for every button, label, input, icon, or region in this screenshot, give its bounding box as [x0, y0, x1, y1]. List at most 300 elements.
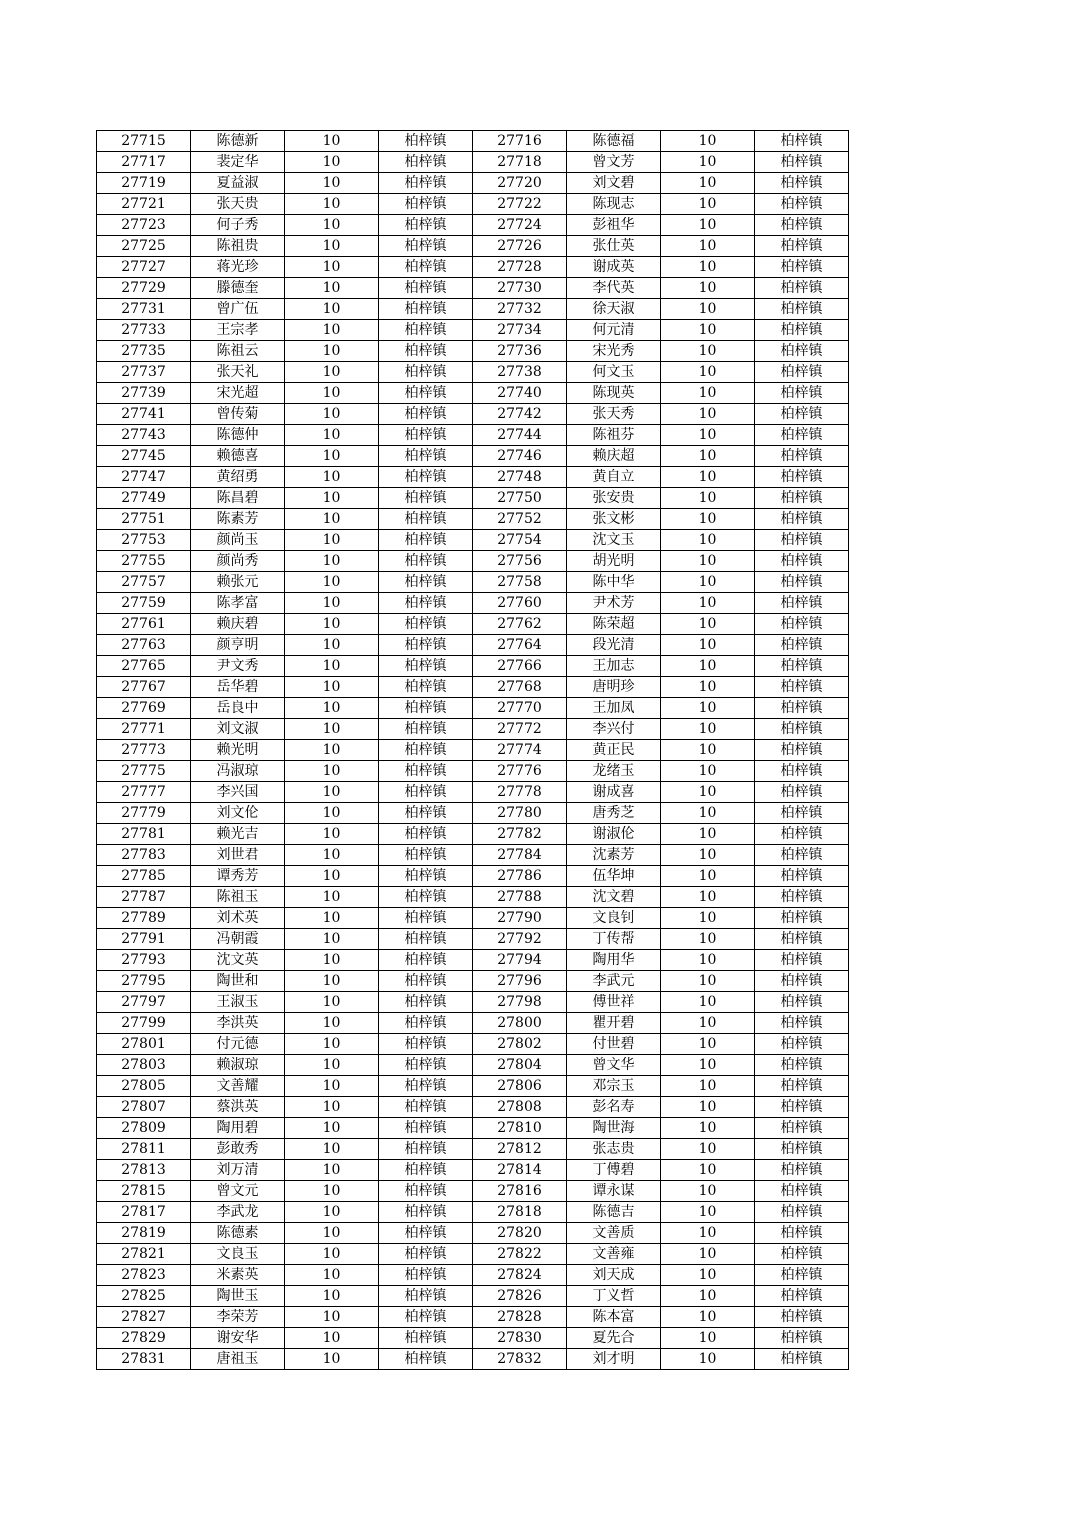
- cell-amount-right: 10: [661, 929, 755, 950]
- cell-town-left: 柏梓镇: [379, 1055, 473, 1076]
- cell-town-right: 柏梓镇: [755, 677, 849, 698]
- cell-amount-right: 10: [661, 782, 755, 803]
- cell-id-right: 27800: [473, 1013, 567, 1034]
- cell-town-left: 柏梓镇: [379, 530, 473, 551]
- table-row: [97, 950, 849, 971]
- cell-amount-right: 10: [661, 530, 755, 551]
- table-row: [97, 131, 849, 152]
- cell-amount-left: 10: [285, 362, 379, 383]
- cell-id-right: 27816: [473, 1181, 567, 1202]
- table-row: [97, 803, 849, 824]
- cell-id-left: 27811: [97, 1139, 191, 1160]
- cell-id-left: 27743: [97, 425, 191, 446]
- cell-town-right: 柏梓镇: [755, 929, 849, 950]
- cell-name-right: 傅世祥: [567, 992, 661, 1013]
- cell-amount-left: 10: [285, 488, 379, 509]
- cell-amount-right: 10: [661, 992, 755, 1013]
- cell-name-right: 徐天淑: [567, 299, 661, 320]
- cell-town-left: 柏梓镇: [379, 845, 473, 866]
- cell-id-right: 27742: [473, 404, 567, 425]
- cell-town-right: 柏梓镇: [755, 551, 849, 572]
- cell-id-left: 27813: [97, 1160, 191, 1181]
- cell-id-right: 27792: [473, 929, 567, 950]
- cell-id-left: 27791: [97, 929, 191, 950]
- cell-name-left: 王宗孝: [191, 320, 285, 341]
- cell-town-left: 柏梓镇: [379, 1349, 473, 1370]
- cell-amount-left: 10: [285, 593, 379, 614]
- cell-town-right: 柏梓镇: [755, 194, 849, 215]
- cell-id-right: 27782: [473, 824, 567, 845]
- cell-town-right: 柏梓镇: [755, 446, 849, 467]
- cell-name-left: 裴定华: [191, 152, 285, 173]
- cell-amount-right: 10: [661, 383, 755, 404]
- cell-name-right: 段光清: [567, 635, 661, 656]
- cell-name-left: 刘文伦: [191, 803, 285, 824]
- cell-town-left: 柏梓镇: [379, 740, 473, 761]
- cell-town-right: 柏梓镇: [755, 1244, 849, 1265]
- cell-id-right: 27746: [473, 446, 567, 467]
- cell-town-right: 柏梓镇: [755, 1013, 849, 1034]
- cell-name-left: 张天礼: [191, 362, 285, 383]
- cell-name-left: 陈德仲: [191, 425, 285, 446]
- cell-name-right: 陶世海: [567, 1118, 661, 1139]
- cell-id-left: 27759: [97, 593, 191, 614]
- cell-amount-left: 10: [285, 446, 379, 467]
- cell-name-right: 宋光秀: [567, 341, 661, 362]
- cell-town-right: 柏梓镇: [755, 320, 849, 341]
- cell-amount-left: 10: [285, 1076, 379, 1097]
- cell-town-right: 柏梓镇: [755, 1265, 849, 1286]
- cell-name-right: 沈文碧: [567, 887, 661, 908]
- cell-name-right: 刘文碧: [567, 173, 661, 194]
- table-row: [97, 257, 849, 278]
- cell-amount-right: 10: [661, 971, 755, 992]
- cell-id-right: 27828: [473, 1307, 567, 1328]
- cell-name-left: 李武龙: [191, 1202, 285, 1223]
- cell-name-left: 文良玉: [191, 1244, 285, 1265]
- cell-id-right: 27752: [473, 509, 567, 530]
- cell-town-left: 柏梓镇: [379, 572, 473, 593]
- cell-amount-right: 10: [661, 425, 755, 446]
- cell-name-left: 赖张元: [191, 572, 285, 593]
- cell-amount-right: 10: [661, 1286, 755, 1307]
- cell-amount-left: 10: [285, 572, 379, 593]
- cell-town-right: 柏梓镇: [755, 1328, 849, 1349]
- cell-id-left: 27745: [97, 446, 191, 467]
- cell-amount-right: 10: [661, 1076, 755, 1097]
- cell-id-right: 27716: [473, 131, 567, 152]
- cell-name-left: 陶世玉: [191, 1286, 285, 1307]
- cell-amount-right: 10: [661, 1349, 755, 1370]
- cell-name-right: 黄自立: [567, 467, 661, 488]
- table-row: [97, 635, 849, 656]
- cell-amount-right: 10: [661, 824, 755, 845]
- cell-name-right: 文良钊: [567, 908, 661, 929]
- cell-name-left: 滕德奎: [191, 278, 285, 299]
- cell-name-left: 冯朝霞: [191, 929, 285, 950]
- cell-id-right: 27780: [473, 803, 567, 824]
- cell-amount-left: 10: [285, 803, 379, 824]
- cell-town-left: 柏梓镇: [379, 299, 473, 320]
- cell-town-right: 柏梓镇: [755, 488, 849, 509]
- cell-id-right: 27790: [473, 908, 567, 929]
- cell-id-left: 27741: [97, 404, 191, 425]
- cell-amount-right: 10: [661, 215, 755, 236]
- table-row: [97, 530, 849, 551]
- cell-amount-left: 10: [285, 614, 379, 635]
- cell-name-left: 夏益淑: [191, 173, 285, 194]
- cell-town-left: 柏梓镇: [379, 257, 473, 278]
- table-row: [97, 1202, 849, 1223]
- table-row: [97, 320, 849, 341]
- cell-amount-left: 10: [285, 341, 379, 362]
- cell-id-right: 27826: [473, 1286, 567, 1307]
- cell-amount-left: 10: [285, 152, 379, 173]
- cell-name-right: 谢淑伦: [567, 824, 661, 845]
- cell-id-left: 27725: [97, 236, 191, 257]
- cell-name-right: 沈文玉: [567, 530, 661, 551]
- cell-name-left: 彭敢秀: [191, 1139, 285, 1160]
- table-row: [97, 425, 849, 446]
- cell-amount-left: 10: [285, 530, 379, 551]
- cell-amount-left: 10: [285, 845, 379, 866]
- cell-amount-left: 10: [285, 278, 379, 299]
- cell-id-right: 27736: [473, 341, 567, 362]
- cell-town-right: 柏梓镇: [755, 572, 849, 593]
- cell-id-left: 27803: [97, 1055, 191, 1076]
- cell-name-right: 唐明珍: [567, 677, 661, 698]
- cell-amount-right: 10: [661, 446, 755, 467]
- cell-id-left: 27823: [97, 1265, 191, 1286]
- cell-id-left: 27717: [97, 152, 191, 173]
- table-row: [97, 971, 849, 992]
- cell-town-right: 柏梓镇: [755, 593, 849, 614]
- cell-id-right: 27762: [473, 614, 567, 635]
- cell-town-right: 柏梓镇: [755, 1223, 849, 1244]
- cell-name-left: 谢安华: [191, 1328, 285, 1349]
- cell-amount-left: 10: [285, 1286, 379, 1307]
- cell-id-left: 27797: [97, 992, 191, 1013]
- cell-amount-left: 10: [285, 404, 379, 425]
- cell-amount-right: 10: [661, 362, 755, 383]
- cell-name-left: 蒋光珍: [191, 257, 285, 278]
- cell-amount-right: 10: [661, 1244, 755, 1265]
- cell-id-left: 27817: [97, 1202, 191, 1223]
- table-row: [97, 1328, 849, 1349]
- table-row: [97, 341, 849, 362]
- cell-amount-left: 10: [285, 1097, 379, 1118]
- table-row: [97, 572, 849, 593]
- cell-town-right: 柏梓镇: [755, 656, 849, 677]
- cell-name-right: 彭祖华: [567, 215, 661, 236]
- cell-name-left: 赖光明: [191, 740, 285, 761]
- cell-name-right: 刘才明: [567, 1349, 661, 1370]
- cell-name-right: 陈荣超: [567, 614, 661, 635]
- cell-town-right: 柏梓镇: [755, 824, 849, 845]
- cell-id-right: 27754: [473, 530, 567, 551]
- cell-amount-left: 10: [285, 1349, 379, 1370]
- cell-id-left: 27821: [97, 1244, 191, 1265]
- cell-id-right: 27818: [473, 1202, 567, 1223]
- cell-name-right: 尹术芳: [567, 593, 661, 614]
- table-row: [97, 1097, 849, 1118]
- cell-amount-left: 10: [285, 467, 379, 488]
- cell-amount-left: 10: [285, 383, 379, 404]
- cell-name-right: 黄正民: [567, 740, 661, 761]
- cell-town-right: 柏梓镇: [755, 1097, 849, 1118]
- cell-amount-right: 10: [661, 236, 755, 257]
- cell-town-right: 柏梓镇: [755, 614, 849, 635]
- cell-town-left: 柏梓镇: [379, 1307, 473, 1328]
- cell-id-left: 27793: [97, 950, 191, 971]
- cell-amount-left: 10: [285, 698, 379, 719]
- cell-name-left: 赖德喜: [191, 446, 285, 467]
- cell-town-left: 柏梓镇: [379, 824, 473, 845]
- cell-name-left: 颜尚玉: [191, 530, 285, 551]
- cell-name-right: 曾文芳: [567, 152, 661, 173]
- cell-id-left: 27831: [97, 1349, 191, 1370]
- cell-town-left: 柏梓镇: [379, 341, 473, 362]
- cell-amount-right: 10: [661, 173, 755, 194]
- cell-amount-right: 10: [661, 1223, 755, 1244]
- cell-town-right: 柏梓镇: [755, 1034, 849, 1055]
- cell-name-left: 谭秀芳: [191, 866, 285, 887]
- cell-name-left: 蔡洪英: [191, 1097, 285, 1118]
- cell-amount-right: 10: [661, 194, 755, 215]
- cell-id-left: 27723: [97, 215, 191, 236]
- cell-town-left: 柏梓镇: [379, 908, 473, 929]
- table-row: [97, 1223, 849, 1244]
- cell-name-right: 谢成喜: [567, 782, 661, 803]
- cell-town-left: 柏梓镇: [379, 677, 473, 698]
- cell-amount-right: 10: [661, 1055, 755, 1076]
- cell-name-left: 冯淑琼: [191, 761, 285, 782]
- cell-town-left: 柏梓镇: [379, 1034, 473, 1055]
- cell-name-left: 何子秀: [191, 215, 285, 236]
- cell-town-left: 柏梓镇: [379, 635, 473, 656]
- table-row: [97, 656, 849, 677]
- cell-amount-left: 10: [285, 236, 379, 257]
- cell-amount-left: 10: [285, 131, 379, 152]
- cell-amount-right: 10: [661, 299, 755, 320]
- cell-name-right: 瞿开碧: [567, 1013, 661, 1034]
- table-row: [97, 761, 849, 782]
- table-row: [97, 1076, 849, 1097]
- cell-id-left: 27779: [97, 803, 191, 824]
- cell-town-right: 柏梓镇: [755, 782, 849, 803]
- table-row: [97, 278, 849, 299]
- table-row: [97, 1349, 849, 1370]
- table-row: [97, 1055, 849, 1076]
- cell-amount-left: 10: [285, 635, 379, 656]
- cell-name-left: 曾文元: [191, 1181, 285, 1202]
- table-row: [97, 383, 849, 404]
- table-row: [97, 488, 849, 509]
- cell-amount-right: 10: [661, 509, 755, 530]
- table-row: [97, 614, 849, 635]
- cell-id-right: 27722: [473, 194, 567, 215]
- cell-id-right: 27740: [473, 383, 567, 404]
- cell-name-right: 邓宗玉: [567, 1076, 661, 1097]
- cell-town-right: 柏梓镇: [755, 719, 849, 740]
- cell-name-left: 陈祖玉: [191, 887, 285, 908]
- cell-name-left: 岳华碧: [191, 677, 285, 698]
- cell-town-left: 柏梓镇: [379, 719, 473, 740]
- cell-id-left: 27747: [97, 467, 191, 488]
- cell-name-left: 赖庆碧: [191, 614, 285, 635]
- cell-name-left: 陶用碧: [191, 1118, 285, 1139]
- cell-name-left: 刘世君: [191, 845, 285, 866]
- cell-id-right: 27832: [473, 1349, 567, 1370]
- cell-town-right: 柏梓镇: [755, 467, 849, 488]
- cell-town-left: 柏梓镇: [379, 1328, 473, 1349]
- cell-town-left: 柏梓镇: [379, 1265, 473, 1286]
- cell-town-right: 柏梓镇: [755, 698, 849, 719]
- cell-name-left: 文善耀: [191, 1076, 285, 1097]
- cell-town-right: 柏梓镇: [755, 950, 849, 971]
- data-table: [96, 130, 849, 1370]
- cell-amount-left: 10: [285, 1202, 379, 1223]
- cell-id-left: 27763: [97, 635, 191, 656]
- cell-id-left: 27769: [97, 698, 191, 719]
- cell-town-left: 柏梓镇: [379, 614, 473, 635]
- cell-amount-right: 10: [661, 740, 755, 761]
- cell-id-right: 27824: [473, 1265, 567, 1286]
- cell-name-right: 张文彬: [567, 509, 661, 530]
- cell-town-right: 柏梓镇: [755, 971, 849, 992]
- table-row: [97, 593, 849, 614]
- cell-id-right: 27802: [473, 1034, 567, 1055]
- cell-name-left: 刘术英: [191, 908, 285, 929]
- cell-amount-right: 10: [661, 845, 755, 866]
- cell-amount-right: 10: [661, 257, 755, 278]
- cell-amount-right: 10: [661, 950, 755, 971]
- cell-id-right: 27820: [473, 1223, 567, 1244]
- cell-amount-left: 10: [285, 761, 379, 782]
- cell-id-right: 27806: [473, 1076, 567, 1097]
- cell-id-left: 27819: [97, 1223, 191, 1244]
- cell-name-left: 宋光超: [191, 383, 285, 404]
- cell-name-left: 李洪英: [191, 1013, 285, 1034]
- cell-town-right: 柏梓镇: [755, 803, 849, 824]
- cell-amount-right: 10: [661, 908, 755, 929]
- cell-id-left: 27721: [97, 194, 191, 215]
- cell-id-right: 27798: [473, 992, 567, 1013]
- cell-name-right: 陈德吉: [567, 1202, 661, 1223]
- cell-town-right: 柏梓镇: [755, 425, 849, 446]
- cell-town-left: 柏梓镇: [379, 488, 473, 509]
- table-row: [97, 446, 849, 467]
- cell-id-right: 27720: [473, 173, 567, 194]
- table-row: [97, 1013, 849, 1034]
- cell-amount-left: 10: [285, 1181, 379, 1202]
- cell-name-left: 沈文英: [191, 950, 285, 971]
- cell-id-left: 27765: [97, 656, 191, 677]
- cell-id-right: 27770: [473, 698, 567, 719]
- table-row: [97, 1286, 849, 1307]
- cell-id-left: 27731: [97, 299, 191, 320]
- cell-name-right: 何元清: [567, 320, 661, 341]
- cell-amount-left: 10: [285, 257, 379, 278]
- cell-name-right: 王加志: [567, 656, 661, 677]
- cell-amount-left: 10: [285, 1013, 379, 1034]
- cell-name-right: 李代英: [567, 278, 661, 299]
- table-row: [97, 152, 849, 173]
- cell-amount-right: 10: [661, 803, 755, 824]
- cell-town-left: 柏梓镇: [379, 929, 473, 950]
- cell-amount-left: 10: [285, 299, 379, 320]
- cell-town-left: 柏梓镇: [379, 320, 473, 341]
- cell-name-right: 陈德福: [567, 131, 661, 152]
- cell-id-right: 27830: [473, 1328, 567, 1349]
- cell-name-right: 赖庆超: [567, 446, 661, 467]
- cell-name-left: 陈祖云: [191, 341, 285, 362]
- cell-town-left: 柏梓镇: [379, 866, 473, 887]
- cell-town-right: 柏梓镇: [755, 740, 849, 761]
- cell-amount-right: 10: [661, 698, 755, 719]
- cell-amount-right: 10: [661, 719, 755, 740]
- cell-id-right: 27738: [473, 362, 567, 383]
- cell-id-right: 27748: [473, 467, 567, 488]
- cell-amount-left: 10: [285, 719, 379, 740]
- cell-town-right: 柏梓镇: [755, 992, 849, 1013]
- cell-amount-right: 10: [661, 656, 755, 677]
- cell-id-left: 27809: [97, 1118, 191, 1139]
- cell-id-right: 27796: [473, 971, 567, 992]
- cell-id-left: 27801: [97, 1034, 191, 1055]
- cell-id-right: 27810: [473, 1118, 567, 1139]
- cell-id-right: 27760: [473, 593, 567, 614]
- table-row: [97, 362, 849, 383]
- cell-town-left: 柏梓镇: [379, 782, 473, 803]
- cell-id-right: 27794: [473, 950, 567, 971]
- cell-amount-right: 10: [661, 1118, 755, 1139]
- cell-town-right: 柏梓镇: [755, 1349, 849, 1370]
- cell-id-left: 27789: [97, 908, 191, 929]
- cell-town-right: 柏梓镇: [755, 1202, 849, 1223]
- cell-name-left: 陈祖贵: [191, 236, 285, 257]
- cell-name-right: 曾文华: [567, 1055, 661, 1076]
- cell-town-right: 柏梓镇: [755, 1139, 849, 1160]
- cell-town-left: 柏梓镇: [379, 446, 473, 467]
- cell-name-left: 王淑玉: [191, 992, 285, 1013]
- cell-town-left: 柏梓镇: [379, 404, 473, 425]
- cell-amount-left: 10: [285, 173, 379, 194]
- cell-amount-left: 10: [285, 320, 379, 341]
- cell-town-right: 柏梓镇: [755, 908, 849, 929]
- cell-town-left: 柏梓镇: [379, 1286, 473, 1307]
- cell-amount-right: 10: [661, 341, 755, 362]
- cell-name-left: 刘万清: [191, 1160, 285, 1181]
- cell-amount-right: 10: [661, 131, 755, 152]
- cell-name-right: 伍华坤: [567, 866, 661, 887]
- cell-town-left: 柏梓镇: [379, 173, 473, 194]
- cell-id-right: 27774: [473, 740, 567, 761]
- cell-id-left: 27773: [97, 740, 191, 761]
- cell-name-right: 何文玉: [567, 362, 661, 383]
- cell-town-left: 柏梓镇: [379, 236, 473, 257]
- cell-name-right: 陈现英: [567, 383, 661, 404]
- cell-id-left: 27761: [97, 614, 191, 635]
- cell-name-left: 李荣芳: [191, 1307, 285, 1328]
- cell-id-right: 27768: [473, 677, 567, 698]
- cell-name-left: 唐祖玉: [191, 1349, 285, 1370]
- cell-town-right: 柏梓镇: [755, 761, 849, 782]
- cell-name-left: 陈昌碧: [191, 488, 285, 509]
- cell-town-left: 柏梓镇: [379, 1076, 473, 1097]
- cell-town-left: 柏梓镇: [379, 1244, 473, 1265]
- table-row: [97, 992, 849, 1013]
